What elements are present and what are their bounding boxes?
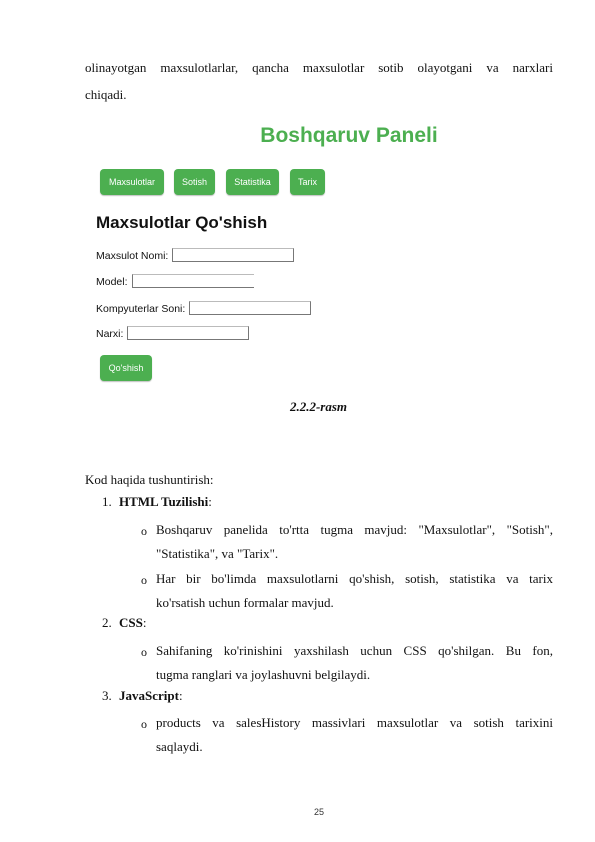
bullet-icon: o <box>141 573 147 587</box>
paragraph-line: chiqadi. <box>85 87 127 102</box>
bullet-line: ko'rsatish uchun formalar mavjud. <box>156 595 334 610</box>
field-label: Kompyuterlar Soni: <box>96 303 186 315</box>
field-row-kompyuterlar-soni <box>96 299 311 315</box>
bullet-line: Har bir bo'limda maxsulotlarni qo'shish, sotish, statistika va tarix <box>156 571 553 586</box>
figure-caption: 2.2.2-rasm <box>289 399 348 414</box>
bullet-icon: o <box>141 717 147 731</box>
top-paragraph <box>85 54 553 108</box>
bullet-icon: o <box>141 524 147 538</box>
bullet-line: products va salesHistory massivlari maxsulotlar va sotish tarixini <box>156 715 553 730</box>
bullet-line: "Statistika", va "Tarix". <box>156 546 279 561</box>
maxsulot-nomi-input[interactable] <box>172 248 294 262</box>
nav-button-sotish[interactable]: Sotish <box>174 169 215 195</box>
item-number: 1. <box>102 494 112 509</box>
bullet-text <box>156 639 553 687</box>
form-title: Maxsulotlar Qo'shish <box>96 213 268 232</box>
figure-screenshot <box>85 118 553 388</box>
field-label: Model: <box>96 276 128 288</box>
panel-title: Boshqaruv Paneli <box>260 124 438 147</box>
qoshish-button[interactable]: Qo'shish <box>100 355 152 381</box>
item-number: 2. <box>102 615 112 630</box>
nav-button-tarix[interactable]: Tarix <box>290 169 325 195</box>
page-number: 25 <box>313 807 324 817</box>
field-row-maxsulot-nomi <box>96 246 294 262</box>
item-number: 3. <box>102 688 112 703</box>
bullet-text <box>156 711 553 759</box>
nav-button-maxsulotlar[interactable]: Maxsulotlar <box>100 169 164 195</box>
field-label: Narxi: <box>96 328 124 340</box>
field-row-narxi <box>96 324 249 340</box>
bullet-text <box>156 567 553 615</box>
item-title: CSS <box>119 615 143 630</box>
item-suffix: : <box>178 688 183 703</box>
bullet-icon: o <box>141 645 147 659</box>
item-suffix: : <box>142 615 147 630</box>
field-row-model <box>96 272 254 288</box>
list-item-number <box>102 615 146 631</box>
item-title: JavaScript <box>119 688 179 703</box>
item-title: HTML Tuzilishi <box>119 494 209 509</box>
nav-button-statistika[interactable]: Statistika <box>226 169 279 195</box>
field-label: Maxsulot Nomi: <box>96 250 169 262</box>
paragraph-line: olinayotgan maxsulotlarlar, qancha maxsulotlar sotib olayotgani va narxlari <box>85 60 553 75</box>
bullet-line: saqlaydi. <box>156 739 203 754</box>
list-item-number <box>102 688 183 704</box>
list-item-number <box>102 494 212 510</box>
explanation-intro: Kod haqida tushuntirish: <box>85 472 214 487</box>
model-input[interactable] <box>132 274 254 288</box>
bullet-line: Boshqaruv panelida to'rtta tugma mavjud: "Maxsulotlar", "Sotish", <box>156 522 553 537</box>
kompyuterlar-soni-input[interactable] <box>189 301 311 315</box>
bullet-text <box>156 518 553 566</box>
item-suffix: : <box>208 494 212 509</box>
bullet-line: tugma ranglari va joylashuvni belgilaydi. <box>156 667 371 682</box>
bullet-line: Sahifaning ko'rinishini yaxshilash uchun CSS qo'shilgan. Bu fon, <box>156 643 553 658</box>
narxi-input[interactable] <box>127 326 249 340</box>
